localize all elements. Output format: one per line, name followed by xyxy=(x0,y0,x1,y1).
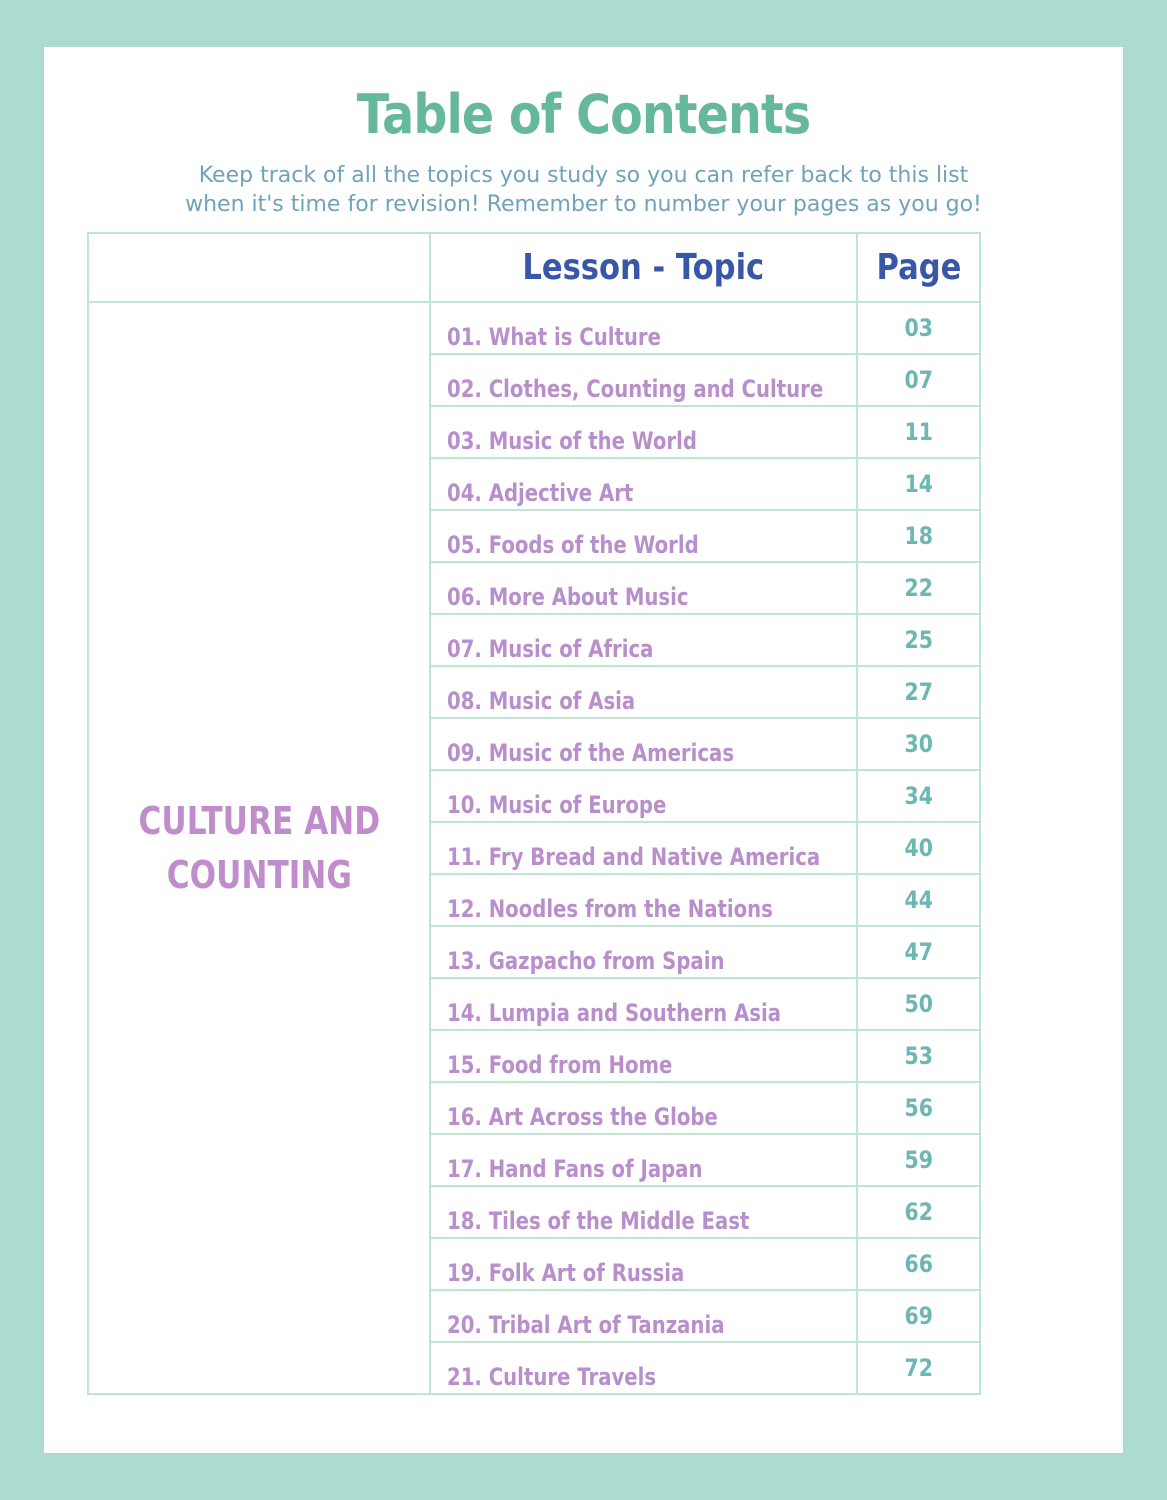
lesson-topic-cell xyxy=(430,354,857,406)
page-number-cell xyxy=(857,1134,980,1186)
lesson-topic-cell xyxy=(430,978,857,1030)
page-number-cell xyxy=(857,926,980,978)
subtitle-line-2: when it's time for revision! Remember to number your pages as you go! xyxy=(185,192,982,217)
lesson-topic-cell xyxy=(430,770,857,822)
page-number-text: 72 xyxy=(904,1354,933,1382)
page-number-cell xyxy=(857,458,980,510)
page-number-cell xyxy=(857,1082,980,1134)
table-row xyxy=(88,302,980,354)
page-number-cell xyxy=(857,1186,980,1238)
lesson-topic-cell xyxy=(430,1134,857,1186)
lesson-topic-cell xyxy=(430,666,857,718)
lesson-topic-text: 15. Food from Home xyxy=(447,1051,673,1079)
lesson-topic-cell xyxy=(430,1082,857,1134)
page-number-cell xyxy=(857,354,980,406)
lesson-topic-cell xyxy=(430,510,857,562)
page-number-text: 62 xyxy=(904,1198,933,1226)
page-number-text: 22 xyxy=(904,574,933,602)
page-number-cell xyxy=(857,1238,980,1290)
lesson-topic-text: 02. Clothes, Counting and Culture xyxy=(447,375,824,403)
lesson-topic-cell xyxy=(430,718,857,770)
lesson-topic-text: 11. Fry Bread and Native America xyxy=(447,843,821,871)
lesson-topic-text: 13. Gazpacho from Spain xyxy=(447,947,725,975)
lesson-topic-cell xyxy=(430,458,857,510)
page-number-cell xyxy=(857,666,980,718)
lesson-topic-cell xyxy=(430,926,857,978)
lesson-topic-text: 18. Tiles of the Middle East xyxy=(447,1207,750,1235)
lesson-topic-text: 01. What is Culture xyxy=(447,323,661,351)
page-number-cell xyxy=(857,510,980,562)
subtitle-line-1: Keep track of all the topics you study so you can refer back to this list xyxy=(198,163,969,188)
section-label: CULTURE AND COUNTING xyxy=(138,799,380,897)
page-number-cell xyxy=(857,1290,980,1342)
lesson-topic-text: 17. Hand Fans of Japan xyxy=(447,1155,703,1183)
page-number-cell xyxy=(857,822,980,874)
page-number-text: 44 xyxy=(904,886,933,914)
lesson-topic-text: 14. Lumpia and Southern Asia xyxy=(447,999,781,1027)
page-number-text: 25 xyxy=(904,626,933,654)
lesson-topic-cell xyxy=(430,562,857,614)
lesson-topic-text: 04. Adjective Art xyxy=(447,479,634,507)
page-number-cell xyxy=(857,718,980,770)
lesson-topic-text: 06. More About Music xyxy=(447,583,689,611)
page-number-cell xyxy=(857,770,980,822)
lesson-topic-text: 12. Noodles from the Nations xyxy=(447,895,773,923)
page-number-text: 07 xyxy=(904,366,933,394)
page-number-text: 50 xyxy=(904,990,933,1018)
lesson-topic-cell xyxy=(430,1030,857,1082)
lesson-topic-cell xyxy=(430,1238,857,1290)
lesson-topic-header: Lesson - Topic xyxy=(430,233,857,302)
page-number-text: 14 xyxy=(904,470,933,498)
page-header: Page xyxy=(857,233,980,302)
page-number-text: 40 xyxy=(904,834,933,862)
page-number-text: 53 xyxy=(904,1042,933,1070)
page-number-text: 34 xyxy=(904,782,933,810)
page-number-cell xyxy=(857,614,980,666)
page-number-text: 18 xyxy=(904,522,933,550)
lesson-topic-cell xyxy=(430,1186,857,1238)
blank-header-cell xyxy=(88,233,430,302)
lesson-topic-cell xyxy=(430,614,857,666)
page-number-text: 66 xyxy=(904,1250,933,1278)
page-number-text: 69 xyxy=(904,1302,933,1330)
page-subtitle xyxy=(0,161,1167,219)
table-body xyxy=(88,302,980,1394)
page-title: Table of Contents xyxy=(356,83,811,146)
page-number-text: 59 xyxy=(904,1146,933,1174)
lesson-topic-text: 19. Folk Art of Russia xyxy=(447,1259,685,1287)
page-number-cell xyxy=(857,1030,980,1082)
lesson-topic-text: 08. Music of Asia xyxy=(447,687,636,715)
lesson-topic-text: 09. Music of the Americas xyxy=(447,739,735,767)
page-number-text: 03 xyxy=(904,314,933,342)
lesson-topic-cell xyxy=(430,302,857,354)
lesson-topic-text: 10. Music of Europe xyxy=(447,791,667,819)
contents-table xyxy=(87,232,981,1395)
section-label-cell xyxy=(88,302,430,1394)
lesson-topic-cell xyxy=(430,1342,857,1394)
lesson-topic-cell xyxy=(430,874,857,926)
page-number-cell xyxy=(857,874,980,926)
lesson-topic-cell xyxy=(430,822,857,874)
page-number-cell xyxy=(857,406,980,458)
page-number-text: 27 xyxy=(904,678,933,706)
lesson-topic-text: 21. Culture Travels xyxy=(447,1363,657,1391)
lesson-topic-text: 16. Art Across the Globe xyxy=(447,1103,718,1131)
page-number-cell xyxy=(857,302,980,354)
page-number-text: 56 xyxy=(904,1094,933,1122)
page-number-text: 30 xyxy=(904,730,933,758)
lesson-topic-text: 05. Foods of the World xyxy=(447,531,699,559)
lesson-topic-cell xyxy=(430,1290,857,1342)
table-header-row xyxy=(88,233,980,302)
page-number-cell xyxy=(857,978,980,1030)
lesson-topic-cell xyxy=(430,406,857,458)
page-number-cell xyxy=(857,562,980,614)
lesson-topic-text: 20. Tribal Art of Tanzania xyxy=(447,1311,725,1339)
lesson-topic-text: 07. Music of Africa xyxy=(447,635,654,663)
page-number-cell xyxy=(857,1342,980,1394)
page-number-text: 47 xyxy=(904,938,933,966)
page-number-text: 11 xyxy=(904,418,933,446)
lesson-topic-text: 03. Music of the World xyxy=(447,427,697,455)
